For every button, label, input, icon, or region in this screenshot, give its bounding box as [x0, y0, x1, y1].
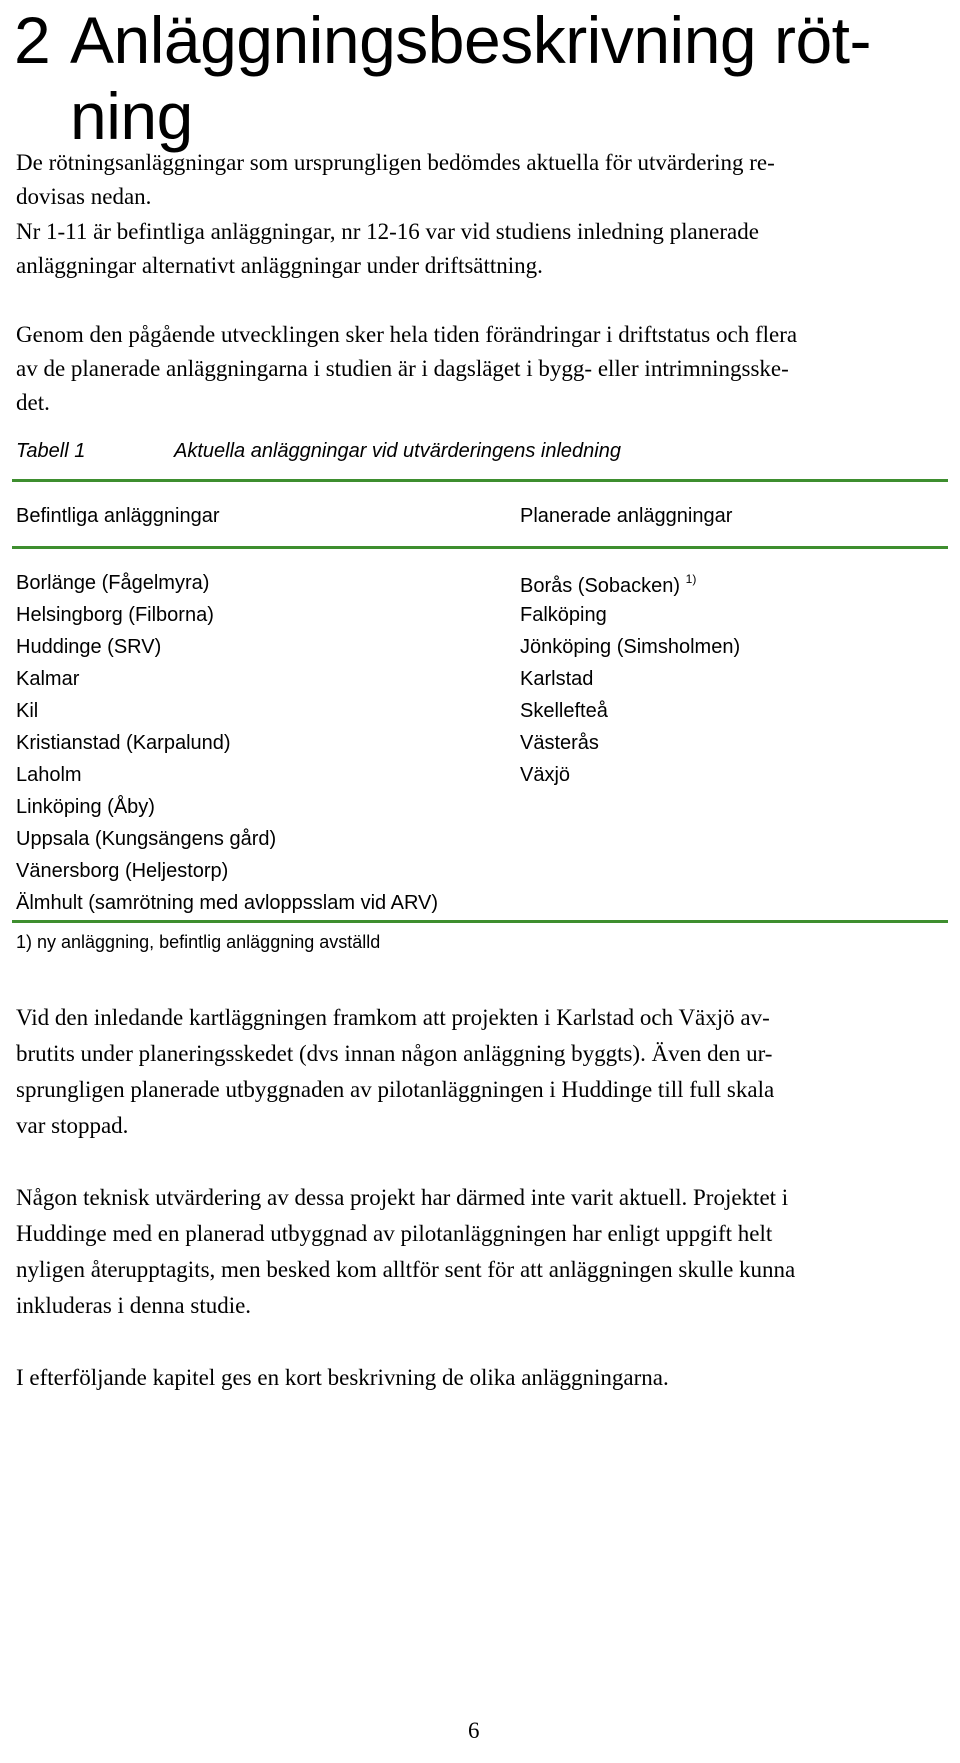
page-number: 6 — [468, 1718, 480, 1743]
chapter-number: 2 — [14, 3, 51, 77]
list-item: Kalmar — [16, 668, 80, 690]
list-item: Älmhult (samrötning med avloppsslam vid ARV) — [16, 892, 439, 914]
list-item: Vänersborg (Heljestorp) — [16, 860, 229, 882]
col-header-existing: Befintliga anläggningar — [16, 505, 220, 527]
list-item: Västerås — [520, 732, 599, 754]
chapter-heading — [14, 2, 871, 154]
table-caption: Aktuella anläggningar vid utvärderingens inledning — [174, 440, 621, 462]
list-item: Växjö — [520, 764, 571, 786]
body-paragraph-1: Vid den inledande kartläggningen framkom att projekten i Karlstad och Växjö av- brutits under planeringsskedet (dvs innan någon anläggning byggts). Även den ur- sprungligen planerade utbyggnaden av pilotanläggningen i Huddinge till full skala var stoppad. — [16, 1005, 775, 1138]
list-item: Helsingborg (Filborna) — [16, 604, 214, 626]
table-rule-bottom — [12, 920, 948, 923]
table-footnote: 1) ny anläggning, befintlig anläggning avställd — [16, 932, 381, 952]
intro-paragraph-3: Genom den pågående utvecklingen sker hela tiden förändringar i driftstatus och flera av de planerade anläggningarna i studien är i dagsläget i bygg- eller intrimningsske- det. — [16, 322, 798, 415]
list-item: Kristianstad (Karpalund) — [16, 732, 231, 754]
col-header-planned: Planerade anläggningar — [520, 505, 733, 527]
intro-paragraph-2: Nr 1-11 är befintliga anläggningar, nr 12-16 var vid studiens inledning planerade anläggningar alternativt anläggningar under driftsättning. — [16, 219, 759, 278]
chapter-title-line1: Anläggningsbeskrivning röt- — [70, 3, 871, 77]
list-item: Borlänge (Fågelmyra) — [16, 572, 210, 594]
chapter-title-line2: ning — [70, 79, 193, 153]
footnote-marker: 1) — [685, 572, 697, 586]
list-item: Falköping — [520, 604, 607, 626]
list-item: Jönköping (Simsholmen) — [520, 636, 741, 658]
body-paragraph-3: I efterföljande kapitel ges en kort beskrivning de olika anläggningarna. — [16, 1365, 669, 1390]
intro-paragraph-1: De rötningsanläggningar som ursprungligen bedömdes aktuella för utvärdering re- dovisas nedan. — [16, 150, 775, 209]
table-label: Tabell 1 — [16, 440, 86, 462]
list-item: Kil — [16, 700, 39, 722]
list-item: Huddinge (SRV) — [16, 636, 162, 658]
table-rule-header — [12, 546, 948, 549]
list-item: Skellefteå — [520, 700, 608, 722]
list-item: Karlstad — [520, 668, 594, 690]
list-item: Borås (Sobacken) $^{1)}$ — [520, 572, 697, 597]
table-rule-top — [12, 479, 948, 482]
list-item: Laholm — [16, 764, 82, 786]
list-item: Linköping (Åby) — [16, 796, 155, 818]
list-item: Uppsala (Kungsängens gård) — [16, 828, 277, 850]
body-paragraph-2: Någon teknisk utvärdering av dessa projekt har därmed inte varit aktuell. Projektet i Huddinge med en planerad utbyggnad av pilotanläggningen har enligt uppgift helt nyligen återupptagits, men besked kom alltför sent för att anläggningen skulle kunna inkluderas i denna studie. — [16, 1185, 796, 1318]
